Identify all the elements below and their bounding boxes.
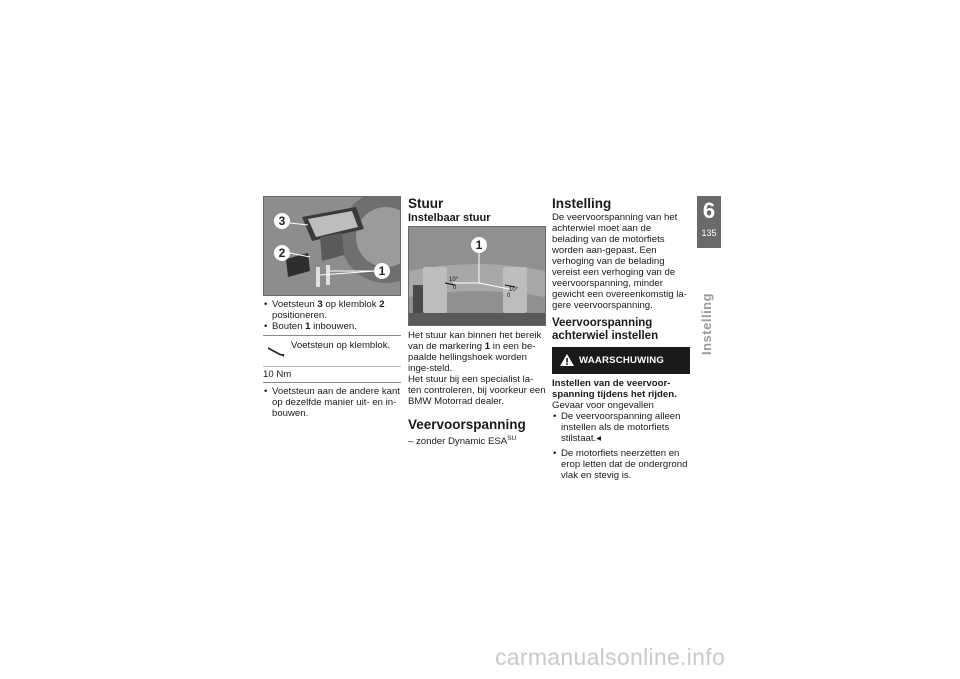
mark-10deg-left: 10° <box>449 277 459 283</box>
column-middle <box>408 196 546 447</box>
handlebar-paragraph: Het stuur kan binnen het bereik van de markering 1 in een be-paalde hellingshoek worden inge-steld. <box>408 330 542 374</box>
watermark: carmanualsonline.info <box>495 644 726 670</box>
mark-0-right: 0 <box>507 293 511 299</box>
callout-2: 2 <box>278 246 286 260</box>
handlebar-dealer-paragraph: Het stuur bij een specialist la-ten controleren, bij voorkeur een BMW Motorrad dealer. <box>408 374 546 407</box>
list-item: • Voetsteun aan de andere kant op dezelfde manier uit- en in-bouwen. <box>263 386 401 419</box>
footrest-figure <box>263 196 401 296</box>
list-item: • Voetsteun 3 op klemblok 2 positioneren. <box>263 299 401 321</box>
warning-triangle-icon <box>559 353 575 367</box>
column-left <box>263 196 401 419</box>
warning-label: WAARSCHUWING <box>579 355 665 366</box>
callout-3: 3 <box>278 214 286 228</box>
section-title-instelling: Instelling <box>552 196 612 211</box>
list-item: • De motorfiets neerzetten en erop letten dat de ondergrond vlak en stevig is. <box>552 448 690 481</box>
handlebar-figure <box>408 226 546 326</box>
section-title-veervoorspanning: Veervoorspanning <box>408 417 526 432</box>
section-title-stuur: Stuur <box>408 196 444 211</box>
warning-steps <box>552 411 690 481</box>
torque-spec <box>263 335 401 383</box>
callout-1: 1 <box>475 238 483 252</box>
warning-title: Instellen van de veervoor-spanning tijdens het rijden. <box>552 378 677 400</box>
callout-1: 1 <box>378 264 386 278</box>
handlebar-illustration <box>409 227 545 325</box>
torque-value: 10 Nm <box>263 366 401 382</box>
mark-0-left: 0 <box>453 285 457 291</box>
page-number: 135 <box>701 228 717 238</box>
warning-banner <box>552 347 690 374</box>
column-right <box>552 196 690 481</box>
variant-note: – zonder Dynamic $ESA^{SU}$ <box>408 435 517 448</box>
chapter-tab <box>697 196 721 248</box>
list-item: • Bouten 1 inbouwen. <box>263 321 401 332</box>
footrest-steps-other-side <box>263 386 401 419</box>
chapter-side-title: Instelling <box>699 292 714 355</box>
list-item: • De veervoorspanning alleen instellen als de motorfiets stilstaat.◂ <box>552 411 690 444</box>
torque-label: Voetsteun op klemblok. <box>291 340 391 351</box>
footrest-steps <box>263 299 401 332</box>
instelling-paragraph: De veervoorspanning van het achterwiel moet aan de belading van de motorfiets worden aan-gepast. Een verhoging van de belading vereist een verhoging van de veervoorspanning, minder gewicht een overeenkomstig la-gere veervoorspanning. <box>552 212 687 311</box>
subsection-title: Veervoorspanning achterwiel instellen <box>552 317 659 342</box>
warning-subtitle: Gevaar voor ongevallen <box>552 400 654 411</box>
subsection-title: Instelbaar stuur <box>408 212 491 224</box>
mark-10deg-right: 10° <box>509 287 519 293</box>
chapter-number: 6 <box>702 198 716 223</box>
footrest-illustration <box>264 197 400 295</box>
torque-wrench-icon <box>267 346 285 358</box>
